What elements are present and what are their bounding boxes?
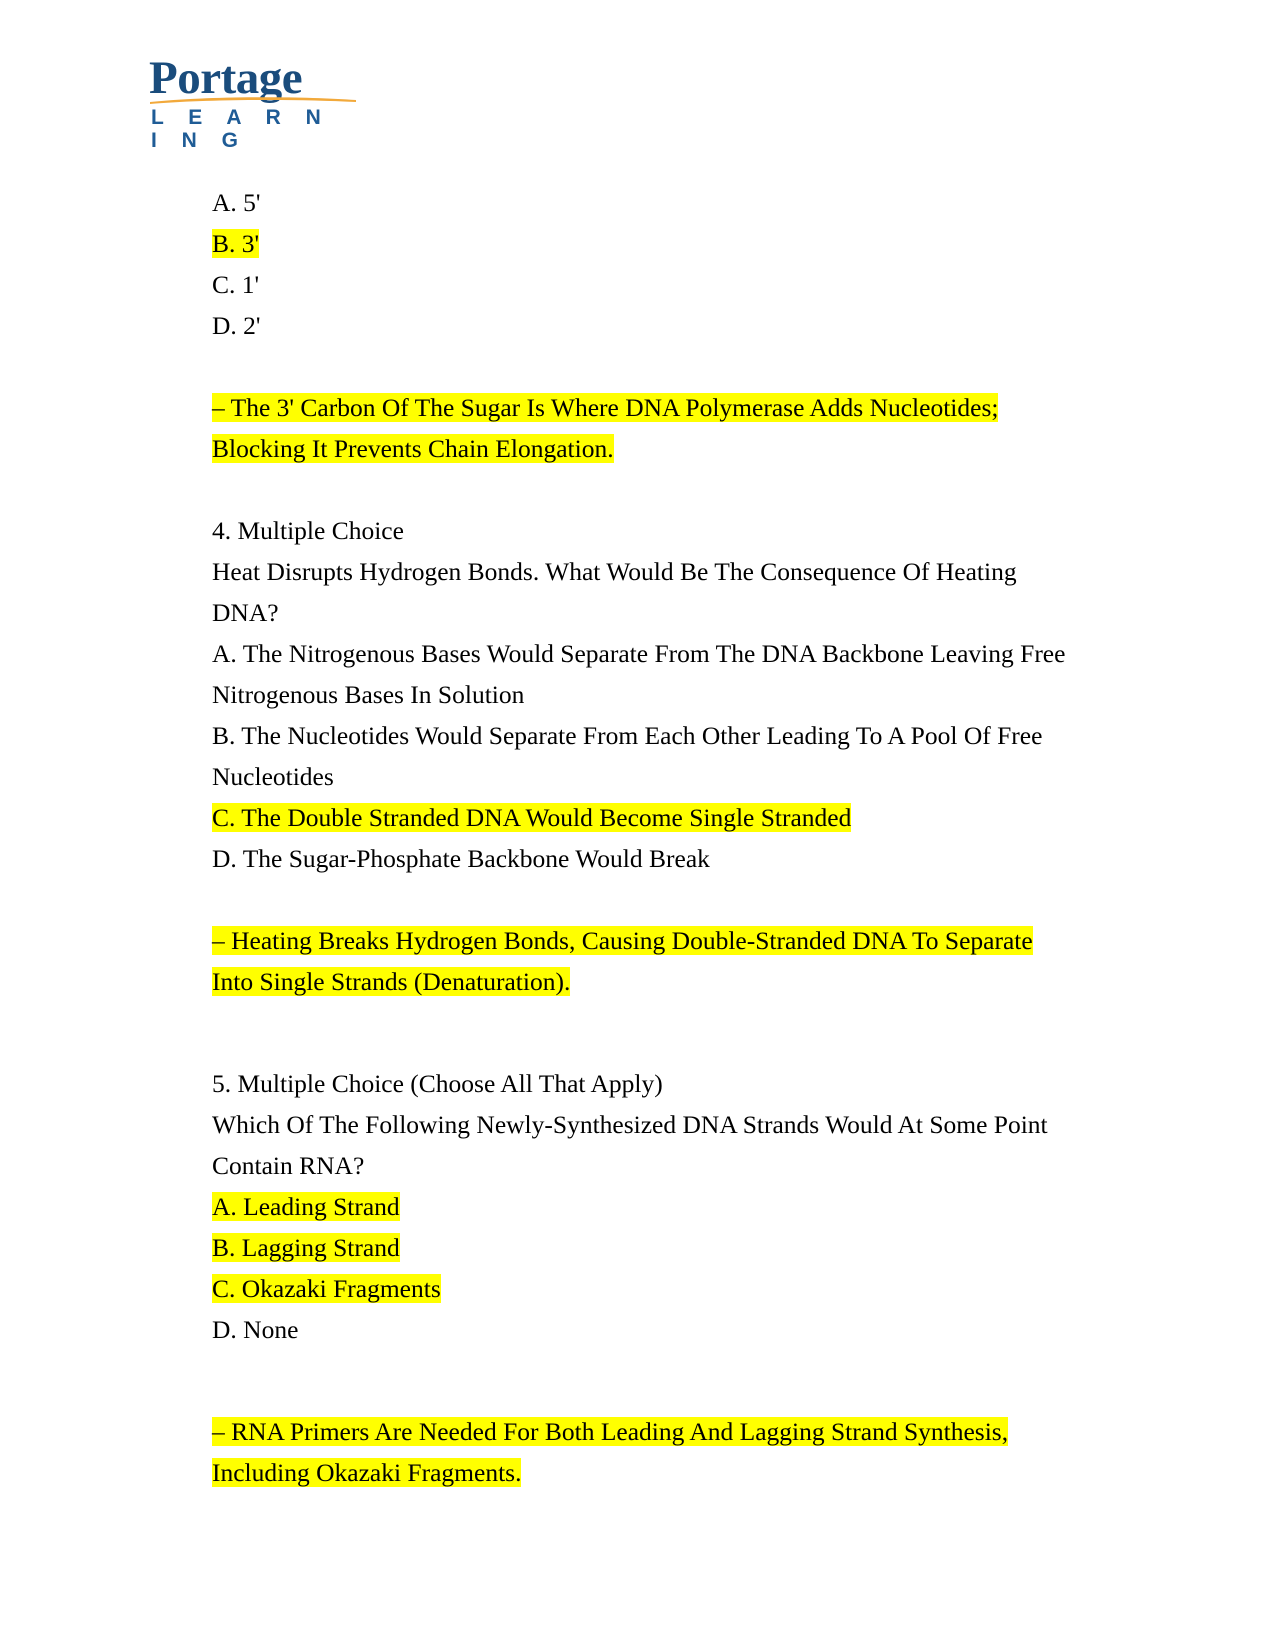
logo-wordmark: Portage bbox=[149, 52, 303, 104]
q3-option-b-text: B. 3' bbox=[212, 229, 260, 258]
logo-subtitle: L E A R N I N G bbox=[151, 106, 331, 153]
q5-option-d-text: D. None bbox=[212, 1315, 299, 1344]
spacer bbox=[212, 1002, 1092, 1043]
q3-option-d bbox=[212, 305, 1092, 346]
logo-swoosh-icon bbox=[148, 95, 358, 104]
q3-option-a-text: A. 5' bbox=[212, 188, 261, 217]
spacer bbox=[212, 346, 1092, 387]
q5-option-a-text: A. Leading Strand bbox=[212, 1192, 400, 1221]
q4-explanation-text: – Heating Breaks Hydrogen Bonds, Causing Double-Stranded DNA To Separate Into Single Strands (Denaturation). bbox=[212, 926, 1033, 996]
spacer bbox=[212, 1350, 1092, 1391]
q4-option-a-text: A. The Nitrogenous Bases Would Separate From The DNA Backbone Leaving Free Nitrogenous Bases In Solution bbox=[212, 639, 1066, 709]
q5-explanation-text: – RNA Primers Are Needed For Both Leading And Lagging Strand Synthesis, Including Okazaki Fragments. bbox=[212, 1417, 1009, 1487]
q5-heading-text: 5. Multiple Choice (Choose All That Apply) bbox=[212, 1069, 663, 1098]
q4-option-b bbox=[212, 715, 1074, 797]
q3-option-c-text: C. 1' bbox=[212, 270, 260, 299]
q3-option-b bbox=[212, 223, 1092, 264]
q4-heading bbox=[212, 510, 1092, 551]
q5-option-b-text: B. Lagging Strand bbox=[212, 1233, 400, 1262]
q3-explanation-text: – The 3' Carbon Of The Sugar Is Where DNA Polymerase Adds Nucleotides; Blocking It Prevents Chain Elongation. bbox=[212, 393, 999, 463]
q5-option-c-text: C. Okazaki Fragments bbox=[212, 1274, 441, 1303]
q4-option-c bbox=[212, 797, 1074, 838]
spacer bbox=[212, 879, 1092, 920]
q4-heading-text: 4. Multiple Choice bbox=[212, 516, 404, 545]
q5-stem-text: Which Of The Following Newly-Synthesized DNA Strands Would At Some Point Contain RNA? bbox=[212, 1110, 1048, 1180]
spacer bbox=[212, 1391, 1092, 1411]
q3-explanation bbox=[212, 387, 1074, 469]
document-content bbox=[212, 182, 1092, 1493]
q3-option-c bbox=[212, 264, 1092, 305]
q4-option-b-text: B. The Nucleotides Would Separate From Each Other Leading To A Pool Of Free Nucleotides bbox=[212, 721, 1043, 791]
q5-option-a bbox=[212, 1186, 1092, 1227]
q4-option-d bbox=[212, 838, 1074, 879]
q5-explanation bbox=[212, 1411, 1074, 1493]
q5-stem bbox=[212, 1104, 1074, 1186]
spacer bbox=[212, 1043, 1092, 1063]
q5-heading bbox=[212, 1063, 1092, 1104]
q5-option-d bbox=[212, 1309, 1092, 1350]
q5-option-c bbox=[212, 1268, 1092, 1309]
portage-learning-logo bbox=[148, 52, 358, 153]
q4-option-c-text: C. The Double Stranded DNA Would Become Single Stranded bbox=[212, 803, 852, 832]
q3-option-d-text: D. 2' bbox=[212, 311, 261, 340]
q4-option-a bbox=[212, 633, 1074, 715]
q4-explanation bbox=[212, 920, 1074, 1002]
q4-stem bbox=[212, 551, 1074, 633]
q5-option-b bbox=[212, 1227, 1092, 1268]
q3-option-a bbox=[212, 182, 1092, 223]
spacer bbox=[212, 469, 1092, 510]
q4-option-d-text: D. The Sugar-Phosphate Backbone Would Break bbox=[212, 844, 710, 873]
q4-stem-text: Heat Disrupts Hydrogen Bonds. What Would Be The Consequence Of Heating DNA? bbox=[212, 557, 1017, 627]
